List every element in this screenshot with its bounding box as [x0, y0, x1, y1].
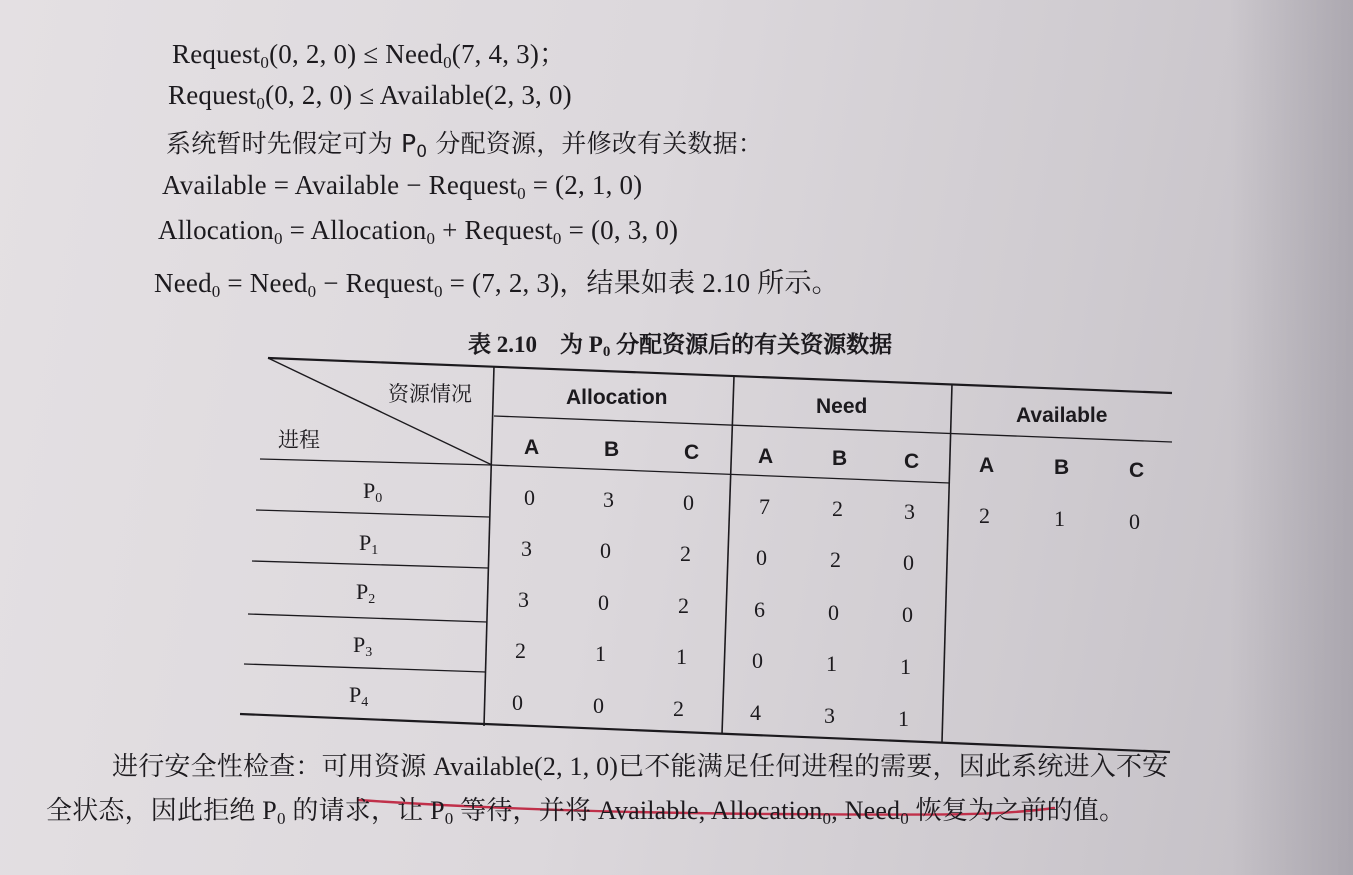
p1-alloc-a: 3: [521, 536, 532, 561]
p2-alloc-a: 3: [518, 587, 529, 612]
p1-alloc-b: 0: [600, 538, 611, 563]
paragraph-safety-check-line1: 进行安全性检查：可用资源 Available(2, 1, 0)已不能满足任何进程的需要，因此系统进入不安: [112, 752, 1169, 781]
alloc-col-a: A: [524, 436, 540, 459]
avail-col-b: B: [1054, 456, 1070, 479]
need-col-b: B: [832, 447, 848, 470]
p3-alloc-a: 2: [515, 638, 526, 663]
p4-alloc-a: 0: [512, 690, 523, 715]
alloc-col-c: C: [684, 441, 700, 464]
avail-col-a: A: [979, 454, 995, 477]
p1-need-c: 0: [903, 550, 914, 575]
line-request-need: Request$_0$(0, 2, 0) ≤ Need$_0$(7, 4, 3)；: [172, 39, 567, 72]
p3-alloc-b: 1: [595, 641, 606, 666]
line-allocation-update: Allocation$_0$ = Allocation$_0$ + Request$_0$ = (0, 3, 0): [158, 215, 679, 248]
avail-col-c: C: [1129, 459, 1145, 482]
process-p3: $P_3$: [353, 632, 373, 660]
p1-need-b: 2: [830, 547, 841, 572]
line-assume-allocate: 系统暂时先假定可为 $P_0$ 分配资源，并修改有关数据：: [166, 129, 764, 162]
p0-alloc-a: 0: [524, 485, 535, 510]
p3-need-b: 1: [826, 651, 837, 676]
group-header-allocation: Allocation: [566, 386, 668, 409]
line-available-update: Available = Available − Request$_0$ = (2, 1, 0): [162, 170, 643, 203]
available-b: 1: [1054, 506, 1065, 531]
p1-alloc-c: 2: [680, 541, 691, 566]
p4-need-a: 4: [750, 700, 761, 725]
p4-alloc-b: 0: [593, 693, 604, 718]
p0-alloc-c: 0: [683, 490, 694, 515]
group-header-need: Need: [816, 395, 868, 418]
p2-need-c: 0: [902, 602, 913, 627]
corner-header-process: 进程: [278, 428, 320, 452]
process-p4: $P_4$: [349, 682, 369, 710]
p1-need-a: 0: [756, 545, 767, 570]
p3-alloc-c: 1: [676, 644, 687, 669]
available-c: 0: [1129, 509, 1140, 534]
p0-need-c: 3: [904, 499, 915, 524]
group-header-available: Available: [1016, 404, 1108, 427]
p2-alloc-b: 0: [598, 590, 609, 615]
p2-alloc-c: 2: [678, 593, 689, 618]
process-p2: $P_2$: [356, 579, 376, 607]
p2-need-a: 6: [754, 597, 765, 622]
line-request-available: Request$_0$(0, 2, 0) ≤ Available(2, 3, 0): [168, 80, 572, 113]
corner-header-resource: 资源情况: [388, 382, 472, 406]
need-col-c: C: [904, 450, 920, 473]
p4-need-c: 1: [898, 706, 909, 731]
available-a: 2: [979, 503, 990, 528]
paragraph-safety-check-line2: 全状态，因此拒绝 $P_0$ 的请求，让 $P_0$ 等待，并将 Available, Allocation$_0$, Need$_0$ 恢复为之前的值。: [46, 796, 1126, 828]
p3-need-c: 1: [900, 654, 911, 679]
p4-alloc-c: 2: [673, 696, 684, 721]
p3-need-a: 0: [752, 648, 763, 673]
table-caption: 表 2.10 为 $P_0$ 分配资源后的有关资源数据: [468, 332, 893, 360]
process-p0: $P_0$: [363, 478, 383, 506]
alloc-col-b: B: [604, 438, 620, 461]
line-need-update: Need$_0$ = Need$_0$ − Request$_0$ = (7, 2, 3)，结果如表 2.10 所示。: [154, 268, 839, 301]
p0-need-a: 7: [759, 494, 770, 519]
p0-need-b: 2: [832, 496, 843, 521]
p2-need-b: 0: [828, 600, 839, 625]
need-col-a: A: [758, 445, 774, 468]
process-p1: $P_1$: [359, 530, 379, 558]
page-shadow: [1230, 0, 1353, 875]
p4-need-b: 3: [824, 703, 835, 728]
p0-alloc-b: 3: [603, 487, 614, 512]
